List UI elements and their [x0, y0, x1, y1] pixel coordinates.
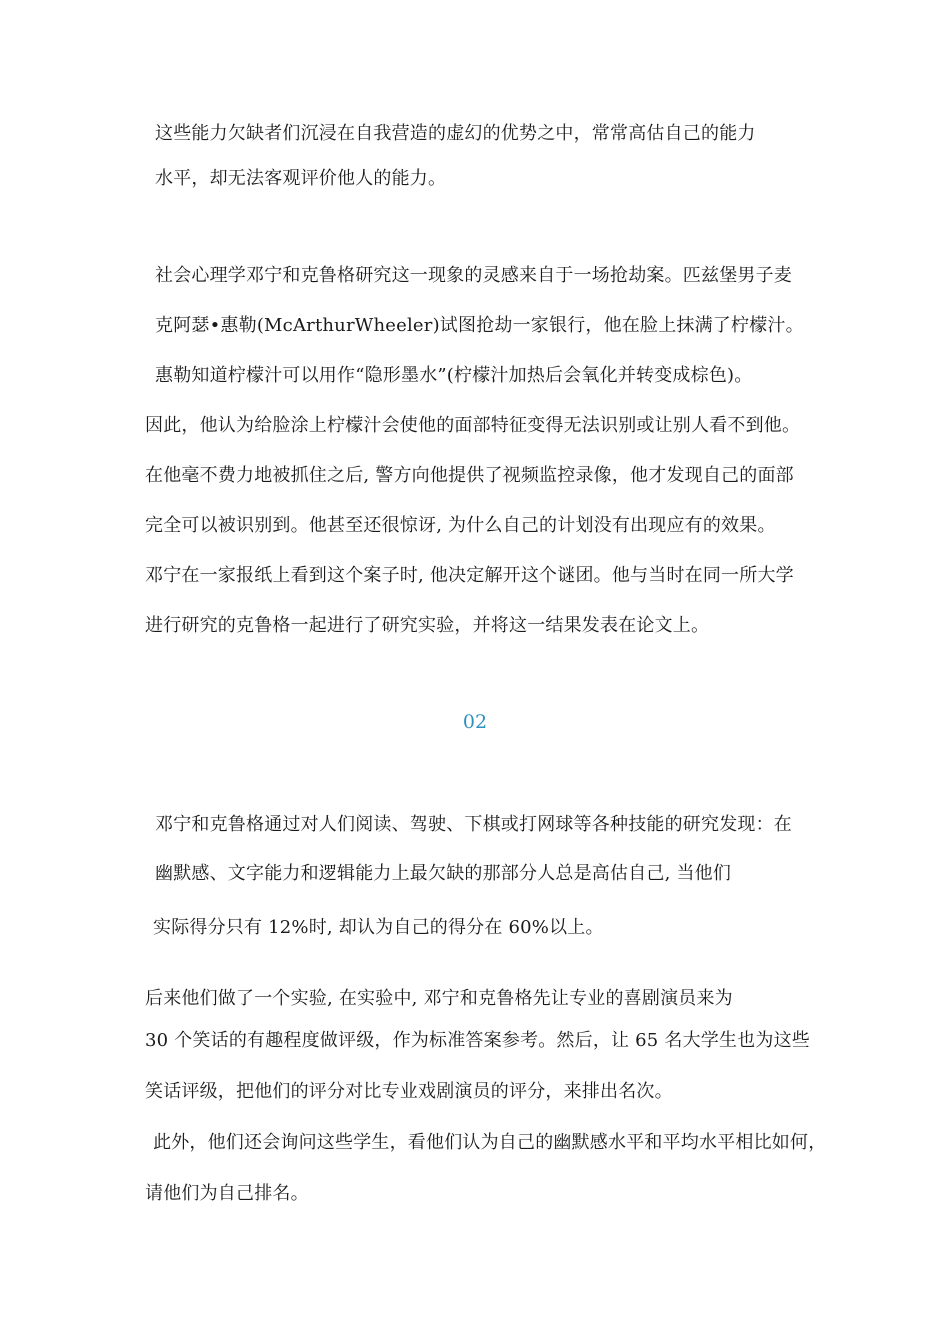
paragraph-line: 请他们为自己排名。	[145, 1183, 309, 1204]
paragraph-line: 笑话评级，把他们的评分对比专业戏剧演员的评分，来排出名次。	[145, 1081, 673, 1102]
paragraph-line: 此外，他们还会询问这些学生，看他们认为自己的幽默感水平和平均水平相比如何，	[153, 1132, 827, 1153]
paragraph-line: 这些能力欠缺者们沉浸在自我营造的虚幻的优势之中，常常高估自己的能力	[155, 123, 756, 144]
paragraph-line: 30 个笑话的有趣程度做评级，作为标准答案参考。然后，让 65 名大学生也为这些	[145, 1030, 810, 1051]
paragraph-line: 克阿瑟•惠勒(McArthurWheeler)试图抢劫一家银行，他在脸上抹满了柠檬汁。	[155, 315, 804, 336]
paragraph-line: 完全可以被识别到。他甚至还很惊讶, 为什么自己的计划没有出现应有的效果。	[145, 515, 776, 536]
paragraph-line: 社会心理学邓宁和克鲁格研究这一现象的灵感来自于一场抢劫案。匹兹堡男子麦	[155, 265, 792, 286]
paragraph-line: 水平，却无法客观评价他人的能力。	[155, 168, 447, 189]
paragraph-line: 在他毫不费力地被抓住之后, 警方向他提供了视频监控录像，他才发现自己的面部	[145, 465, 794, 486]
paragraph-line: 进行研究的克鲁格一起进行了研究实验，并将这一结果发表在论文上。	[145, 615, 710, 636]
paragraph-line: 邓宁和克鲁格通过对人们阅读、驾驶、下棋或打网球等各种技能的研究发现：在	[155, 814, 792, 835]
section-number: 02	[462, 711, 488, 733]
paragraph-line: 因此，他认为给脸涂上柠檬汁会使他的面部特征变得无法识别或让别人看不到他。	[145, 415, 801, 436]
paragraph-line: 惠勒知道柠檬汁可以用作“隐形墨水”(柠檬汁加热后会氧化并转变成棕色)。	[155, 365, 753, 386]
paragraph-line: 幽默感、文字能力和逻辑能力上最欠缺的那部分人总是高估自己, 当他们	[155, 863, 732, 884]
paragraph-line: 邓宁在一家报纸上看到这个案子时, 他决定解开这个谜团。他与当时在同一所大学	[145, 565, 794, 586]
paragraph-line: 实际得分只有 12%时, 却认为自己的得分在 60%以上。	[153, 917, 604, 938]
paragraph-line: 后来他们做了一个实验, 在实验中, 邓宁和克鲁格先让专业的喜剧演员来为	[145, 988, 733, 1009]
